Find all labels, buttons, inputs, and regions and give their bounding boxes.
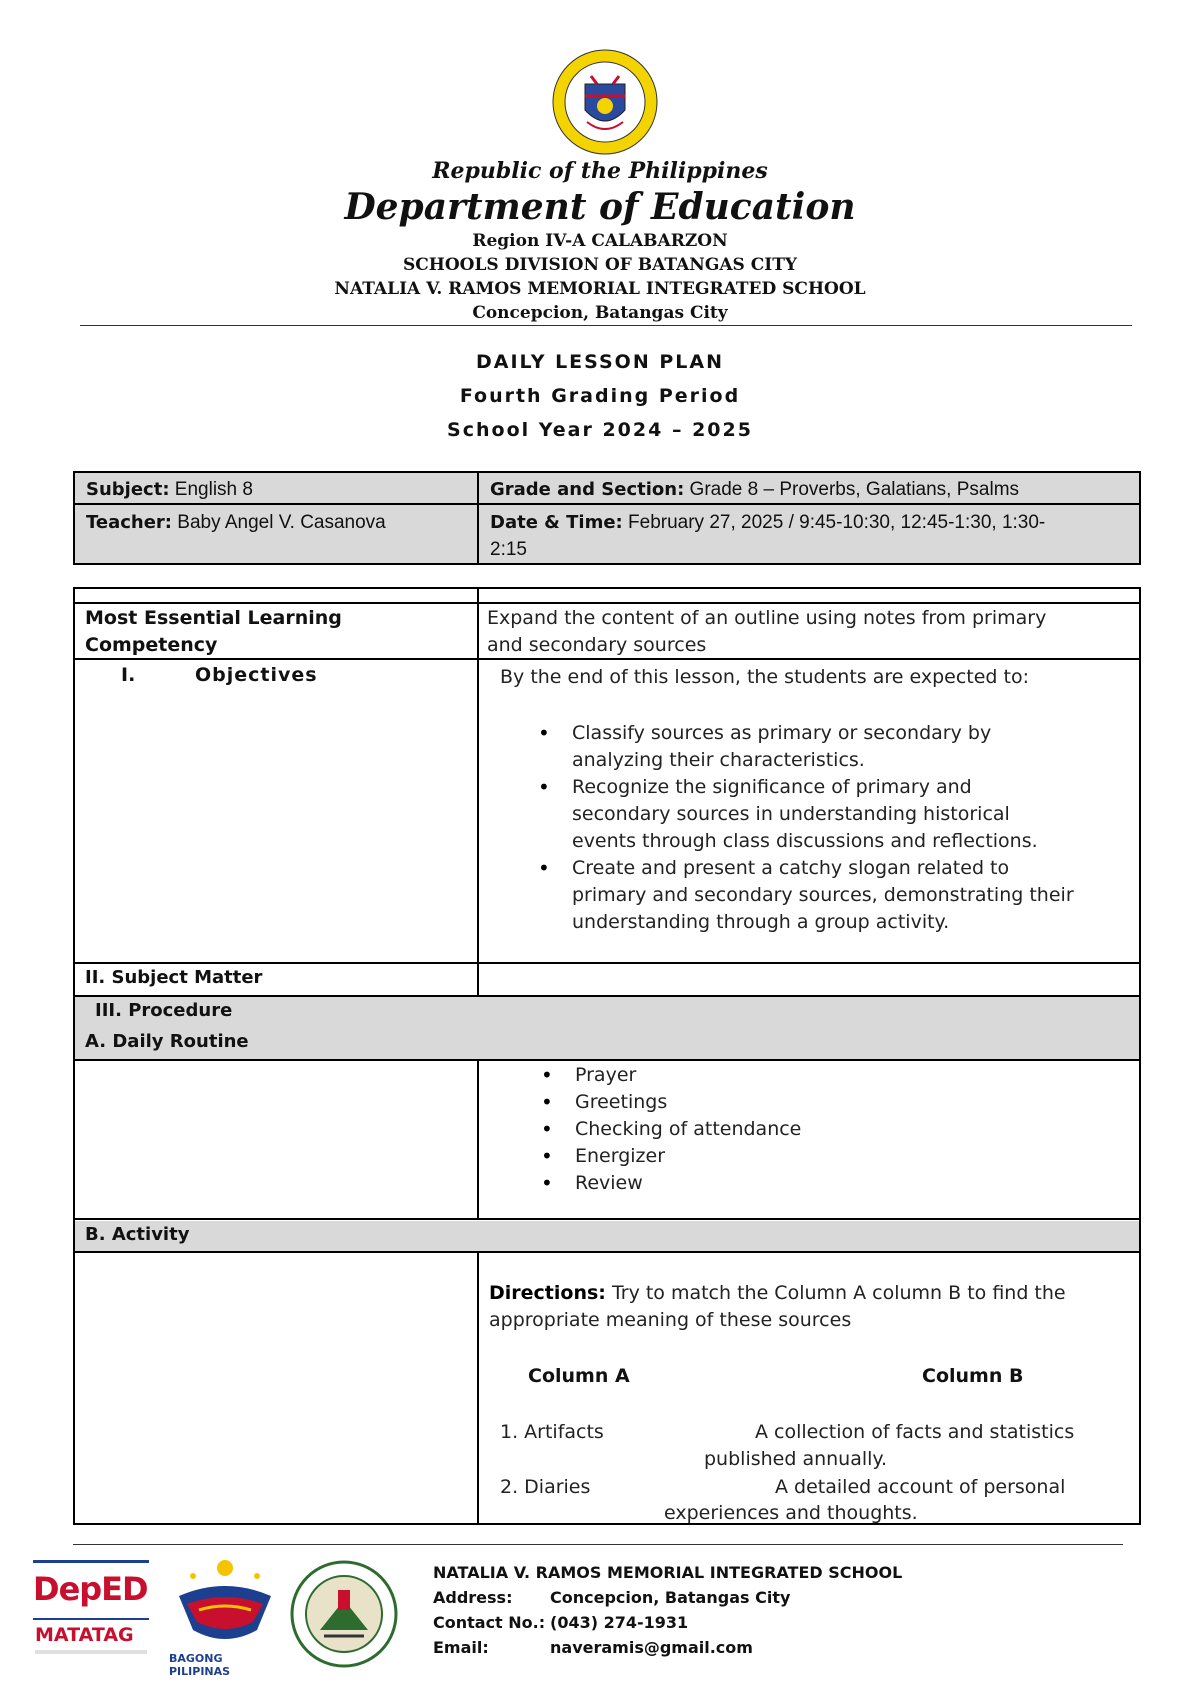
match-b-2-line2: experiences and thoughts.	[664, 1502, 918, 1524]
title-grading-period: Fourth Grading Period	[459, 385, 741, 407]
match-b-1-line1: A collection of facts and statistics	[755, 1421, 1075, 1443]
routine-item: • Checking of attendance	[575, 1116, 1115, 1143]
directions: Directions: Try to match the Column A column B to find the appropriate meaning of these sources	[489, 1282, 1066, 1331]
deped-matatag-logo: DepED MATATAG	[33, 1560, 149, 1670]
objective-item: • Create and present a catchy slogan related to primary and secondary sources, demonstrating their understanding through a group activity.	[572, 855, 1130, 936]
objective-item: • Classify sources as primary or secondary by analyzing their characteristics.	[572, 720, 1130, 774]
subject-cell	[86, 476, 253, 503]
objective-item: • Recognize the significance of primary and secondary sources in understanding historical events through class discussions and reflections.	[572, 774, 1130, 855]
date-value-line1: February 27, 2025 / 9:45-10:30, 12:45-1:30, 1:30-	[628, 512, 1046, 533]
school-line: NATALIA V. RAMOS MEMORIAL INTEGRATED SCHOOL	[334, 279, 866, 299]
column-b-heading: Column B	[922, 1365, 1024, 1387]
daily-routine-label: A. Daily Routine	[85, 1031, 249, 1052]
bagong-pilipinas-logo: BAGONG PILIPINAS	[165, 1556, 285, 1670]
footer-address-value: Concepcion, Batangas City	[550, 1588, 791, 1607]
subject-label: Subject:	[86, 479, 170, 500]
school-logo	[290, 1560, 398, 1668]
directions-label: Directions:	[489, 1282, 606, 1304]
match-a-1: 1. Artifacts	[500, 1421, 604, 1443]
footer-contact-label: Contact No.:	[433, 1613, 546, 1632]
header-divider	[80, 325, 1132, 326]
footer-contact-value: (043) 274-1931	[550, 1613, 689, 1632]
teacher-label: Teacher:	[86, 512, 173, 533]
routine-item: • Review	[575, 1170, 1115, 1197]
routine-list	[575, 1062, 1115, 1197]
objectives-label: Objectives	[195, 664, 318, 686]
match-b-1-line2: published annually.	[704, 1448, 887, 1470]
objectives-list	[572, 720, 1130, 936]
match-b-2-line1: A detailed account of personal	[775, 1476, 1066, 1498]
subject-matter-label: II. Subject Matter	[85, 967, 263, 988]
activity-label: B. Activity	[85, 1224, 190, 1245]
routine-item: • Energizer	[575, 1143, 1115, 1170]
department-heading: Department of Education	[344, 186, 856, 228]
footer-divider	[73, 1544, 1123, 1545]
teacher-value: Baby Angel V. Casanova	[177, 512, 386, 533]
location-line: Concepcion, Batangas City	[472, 303, 728, 323]
footer-school: NATALIA V. RAMOS MEMORIAL INTEGRATED SCHOOL	[433, 1563, 903, 1582]
match-a-2: 2. Diaries	[500, 1476, 591, 1498]
objectives-intro: By the end of this lesson, the students are expected to:	[500, 666, 1030, 688]
footer-email-label: Email:	[433, 1638, 489, 1657]
routine-item: • Greetings	[575, 1089, 1115, 1116]
date-value-line2: 2:15	[490, 539, 527, 560]
routine-item: • Prayer	[575, 1062, 1115, 1089]
republic-heading: Republic of the Philippines	[432, 158, 768, 184]
teacher-cell	[86, 509, 386, 536]
grade-value: Grade 8 – Proverbs, Galatians, Psalms	[689, 479, 1020, 500]
title-school-year: School Year 2024 – 2025	[447, 419, 753, 441]
deped-seal-logo	[551, 48, 659, 156]
region-line: Region IV-A CALABARZON	[472, 231, 728, 251]
subject-value: English 8	[174, 479, 253, 500]
footer-address-label: Address:	[433, 1588, 513, 1607]
date-cell	[490, 509, 1130, 563]
grade-label: Grade and Section:	[490, 479, 685, 500]
footer-email-value[interactable]: naveramis@gmail.com	[550, 1638, 753, 1657]
title-daily-lesson-plan: DAILY LESSON PLAN	[476, 351, 724, 373]
procedure-label: III. Procedure	[95, 1000, 233, 1021]
bagong-pilipinas-emblem-icon	[165, 1556, 285, 1648]
melc-label: Most Essential Learning Competency	[85, 607, 342, 656]
date-label: Date & Time:	[490, 512, 623, 533]
objectives-number: I.	[121, 664, 136, 686]
column-a-heading: Column A	[528, 1365, 630, 1387]
division-line: SCHOOLS DIVISION OF BATANGAS CITY	[402, 255, 797, 275]
melc-value: Expand the content of an outline using notes from primary and secondary sources	[487, 607, 1047, 656]
grade-cell	[490, 476, 1019, 503]
